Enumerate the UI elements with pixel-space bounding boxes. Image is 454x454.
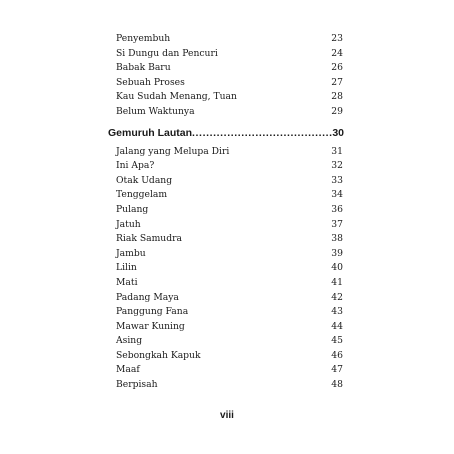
toc-entries-before (108, 32, 344, 120)
toc-entry-title: Tenggelam (116, 189, 168, 201)
toc-entry-title: Jambu (116, 247, 146, 259)
toc-entry (108, 247, 344, 262)
toc-entry-title: Ini Apa? (116, 160, 155, 172)
toc-entry (108, 61, 344, 76)
toc-entry-title: Panggung Fana (116, 306, 189, 318)
toc-entry-page-number: 37 (331, 218, 343, 230)
toc-entry (108, 218, 344, 233)
toc-entry-page-number: 36 (331, 203, 343, 215)
toc-entry-page-number: 47 (331, 364, 343, 376)
toc-entry-title: Maaf (116, 364, 140, 376)
toc-entry (108, 291, 344, 306)
toc-entry-page-number: 42 (331, 291, 343, 303)
toc-entry (108, 349, 344, 364)
toc-entry-title: Penyembuh (116, 33, 171, 44)
page-footer-number: viii (220, 410, 234, 421)
toc-entry-page-number: 41 (331, 276, 343, 288)
toc-entry-title: Riak Samudra (116, 233, 182, 245)
toc-entry-title: Padang Maya (116, 291, 179, 303)
toc-entry (108, 47, 344, 62)
toc-entry-page-number: 29 (331, 105, 343, 117)
toc-entry (108, 276, 344, 291)
toc-entry (108, 188, 344, 203)
toc-entry-title: Berpisah (116, 379, 158, 391)
toc-entry-page-number: 40 (331, 262, 343, 274)
toc-entry-title: Sebongkah Kapuk (116, 349, 201, 361)
toc-entry-page-number: 44 (331, 320, 343, 332)
section-page-number: 30 (332, 126, 344, 139)
toc-entry-title: Babak Baru (116, 62, 171, 74)
toc-entry-title: Jalang yang Melupa Diri (116, 145, 230, 157)
toc-entry-page-number: 39 (331, 247, 343, 259)
toc-entry-page-number: 27 (331, 76, 343, 88)
toc-entry (108, 76, 344, 91)
toc-entry-page-number: 48 (331, 379, 343, 391)
toc-entry (108, 32, 344, 47)
toc-entry (108, 305, 344, 320)
toc-entry (108, 145, 344, 160)
toc-entry-page-number: 34 (331, 189, 343, 201)
toc-entry-page-number: 28 (331, 91, 343, 103)
toc-entry-title: Otak Udang (116, 174, 173, 186)
toc-entry-title: Si Dungu dan Pencuri (116, 47, 218, 59)
toc-entry (108, 378, 344, 393)
toc-entry-title: Pulang (116, 203, 149, 215)
toc-entry-page-number: 38 (331, 233, 343, 245)
toc-entry (108, 334, 344, 349)
toc-entry-page-number: 45 (331, 335, 343, 347)
toc-entries-after (108, 145, 344, 393)
dot-leader (192, 125, 332, 141)
toc-entry-page-number: 33 (331, 174, 343, 186)
toc-entry (108, 261, 344, 276)
table-of-contents (108, 32, 344, 393)
toc-entry (108, 174, 344, 189)
toc-entry (108, 320, 344, 335)
toc-entry (108, 90, 344, 105)
toc-entry (108, 159, 344, 174)
toc-entry-title: Mati (116, 276, 138, 288)
toc-entry-title: Kau Sudah Menang, Tuan (116, 91, 237, 103)
toc-entry-page-number: 46 (331, 349, 343, 361)
toc-entry-page-number: 26 (331, 62, 343, 74)
toc-entry-title: Mawar Kuning (116, 320, 185, 332)
toc-entry (108, 363, 344, 378)
toc-entry-title: Sebuah Proses (116, 76, 185, 88)
toc-entry-title: Lilin (116, 262, 137, 274)
toc-section-heading (108, 125, 344, 141)
toc-entry-page-number: 32 (331, 160, 343, 172)
toc-entry (108, 232, 344, 247)
toc-entry-page-number: 31 (331, 145, 343, 157)
section-title: Gemuruh Lautan (108, 126, 193, 139)
toc-entry (108, 203, 344, 218)
toc-entry-page-number: 43 (331, 306, 343, 318)
toc-entry-page-number: 24 (331, 47, 343, 59)
toc-entry (108, 105, 344, 120)
toc-entry-title: Jatuh (116, 218, 141, 230)
toc-entry-page-number: 23 (331, 33, 343, 44)
toc-entry-title: Asing (116, 335, 143, 347)
toc-entry-title: Belum Waktunya (116, 105, 195, 117)
